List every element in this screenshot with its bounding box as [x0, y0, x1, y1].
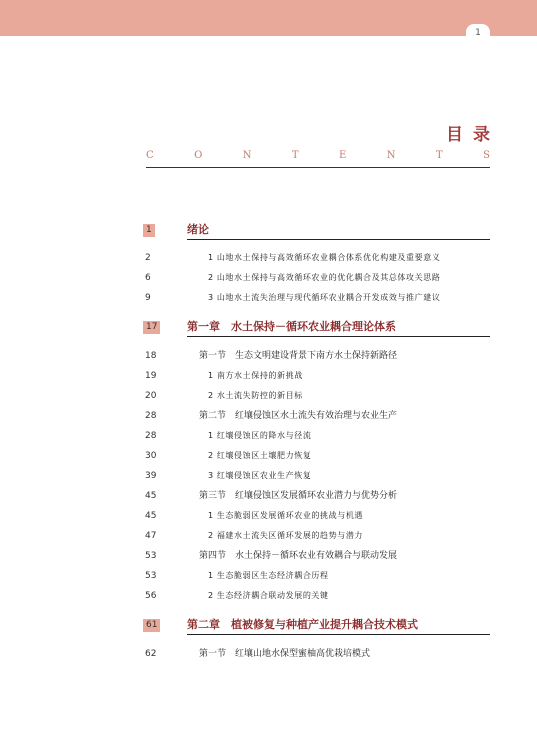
page-number-label: 47 [145, 531, 157, 541]
chapter-title: 第二章 植被修复与种植产业提升耦合技术模式 [187, 618, 490, 635]
header-band [0, 0, 537, 36]
page-number-label: 20 [145, 391, 157, 401]
section-title: 第四节 水土保持－循环农业有效耦合与联动发展 [199, 551, 398, 561]
contents-letter: T [435, 150, 443, 161]
subsection-title: 2 福建水土流失区循环发展的趋势与潜力 [208, 531, 364, 540]
subsection-title: 3 红壤侵蚀区农业生产恢复 [208, 471, 312, 480]
contents-letter: N [242, 150, 252, 161]
contents-letter: N [386, 150, 396, 161]
contents-subtitle [146, 150, 490, 161]
contents-divider [146, 167, 490, 168]
page-number-label: 6 [145, 273, 151, 283]
page-number-label: 28 [145, 411, 157, 421]
page-number-label: 53 [145, 571, 157, 581]
section-title: 第一节 红壤山地水保型蜜柚高优栽培模式 [199, 649, 371, 659]
section-title: 第一节 生态文明建设背景下南方水土保持新路径 [199, 351, 398, 361]
page-number-label: 2 [145, 253, 151, 263]
page-number-label: 9 [145, 293, 151, 303]
subsection-title: 1 生态脆弱区生态经济耦合历程 [208, 571, 329, 580]
page-number-label: 62 [145, 649, 157, 659]
subsection-title: 1 红壤侵蚀区的降水与径流 [208, 431, 312, 440]
page-number-label: 45 [145, 511, 157, 521]
subsection-title: 2 水土流失防控的新目标 [208, 391, 303, 400]
toc-title: 目录 [446, 125, 500, 145]
page-number-label: 39 [145, 471, 157, 481]
chapter-page-number: 61 [143, 619, 160, 632]
chapter-page-number: 1 [143, 224, 155, 237]
subsection-title: 3 山地水土流失治理与现代循环农业耦合开发成效与推广建议 [208, 293, 441, 302]
contents-letter: S [483, 150, 490, 161]
subsection-title: 1 生态脆弱区发展循环农业的挑战与机遇 [208, 511, 364, 520]
page-number-label: 45 [145, 491, 157, 501]
subsection-title: 2 生态经济耦合联动发展的关键 [208, 591, 329, 600]
page-number: 1 [466, 24, 490, 40]
page-number-label: 30 [145, 451, 157, 461]
contents-letter: C [146, 150, 154, 161]
contents-letter: E [339, 150, 347, 161]
chapter-title: 第一章 水土保持－循环农业耦合理论体系 [187, 320, 490, 337]
chapter-title: 绪论 [187, 223, 490, 240]
section-title: 第二节 红壤侵蚀区水土流失有效治理与农业生产 [199, 411, 398, 421]
subsection-title: 1 山地水土保持与高效循环农业耦合体系优化构建及重要意义 [208, 253, 441, 262]
contents-letter: T [291, 150, 299, 161]
subsection-title: 2 红壤侵蚀区土壤肥力恢复 [208, 451, 312, 460]
page-number-label: 56 [145, 591, 157, 601]
section-title: 第三节 红壤侵蚀区发展循环农业潜力与优势分析 [199, 491, 398, 501]
page-number-label: 53 [145, 551, 157, 561]
subsection-title: 1 南方水土保持的新挑战 [208, 371, 303, 380]
page-number-label: 18 [145, 351, 157, 361]
chapter-page-number: 17 [143, 321, 160, 334]
subsection-title: 2 山地水土保持与高效循环农业的优化耦合及其总体攻关思路 [208, 273, 441, 282]
contents-letter: O [194, 150, 203, 161]
page-number-label: 28 [145, 431, 157, 441]
page-number-label: 19 [145, 371, 157, 381]
